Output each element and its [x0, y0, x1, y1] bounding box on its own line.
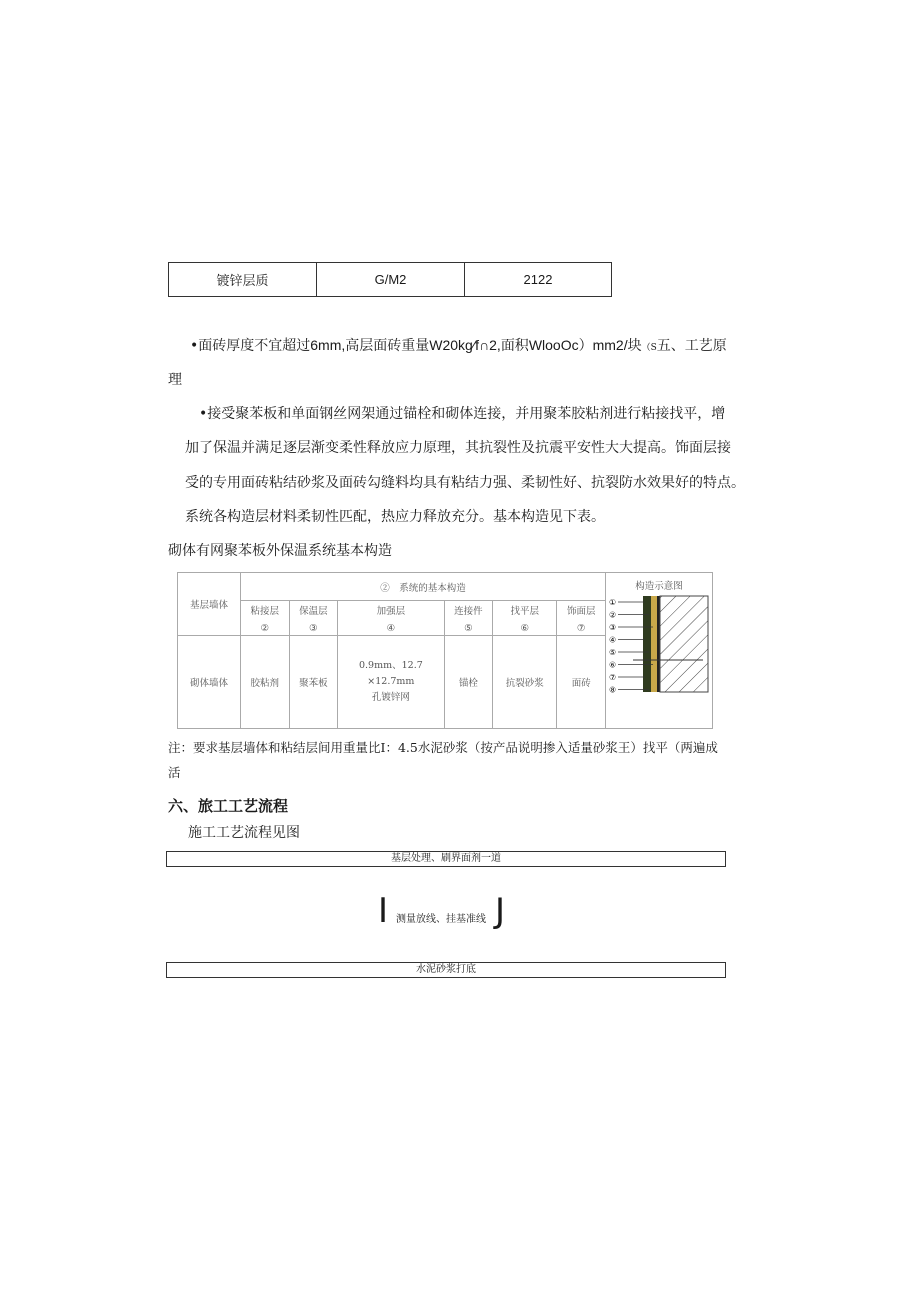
tile-spec-paragraph-cont: 理 [168, 372, 182, 388]
principle-line-2: 加了保温并满足逐层渐变柔性释放应力原理，其抗裂性及抗震平安性大大提高。饰面层接 [185, 440, 731, 456]
section-heading: 六、旅工工艺流程 [168, 797, 289, 815]
diagram-label: ② [609, 610, 617, 620]
masonry-wall [660, 596, 708, 692]
col-num: ④ [386, 622, 396, 634]
col-num: ⑥ [520, 622, 530, 634]
diagram-label: ⑤ [609, 648, 617, 657]
text-run: 6mm, [310, 337, 346, 353]
row-base-wall: 砌体墙体 [178, 636, 241, 729]
flow-right-bracket: J [495, 891, 506, 931]
diagram-label: ⑦ [609, 673, 617, 682]
system-header: ② 系统的基本构造 [241, 573, 606, 601]
col-name: 粘接层 [250, 605, 280, 617]
col-bonding [241, 601, 290, 636]
col-name: 加强层 [376, 605, 406, 617]
principle-line-1: •接受聚苯板和单面钢丝网架通过锚栓和砌体连接，并用聚苯胶粘剂进行粘接找平，增 [199, 406, 726, 422]
cell-anchor: 锚栓 [444, 636, 493, 729]
flow-intro: 施工工艺流程见图 [188, 825, 300, 841]
text-run: 面砖厚度不宜超过 [198, 338, 311, 354]
text-run: 高层面砖重量 [345, 338, 430, 354]
cell-eps-board: 聚苯板 [289, 636, 338, 729]
spec-table-row [168, 262, 612, 297]
col-insulation [289, 601, 338, 636]
cell-adhesive: 胶粘剂 [241, 636, 290, 729]
col-connector [444, 601, 493, 636]
col-name: 保温层 [299, 605, 328, 617]
base-wall-header: 基层墙体 [178, 573, 241, 636]
col-name: 连接件 [454, 605, 483, 617]
cell-mesh: 0.9mm、12.7 ×12.7mm 孔镀锌网 [338, 636, 445, 729]
col-num: ③ [309, 622, 318, 634]
text-run: 五、工艺原 [656, 338, 727, 354]
diagram-label: ③ [609, 623, 617, 632]
construction-diagram [607, 594, 711, 722]
table-caption: 砌体有网聚苯板外保温系统基本构造 [168, 543, 392, 559]
bullet: • [190, 338, 199, 354]
tile-spec-paragraph [190, 335, 727, 358]
col-reinforcement [338, 601, 445, 636]
diagram-label: ④ [609, 635, 617, 645]
flow-step-3: 水泥砂浆打底 [166, 962, 726, 978]
col-num: ⑦ [576, 622, 586, 634]
diagram-label: ⑥ [609, 660, 617, 670]
text-run: WlooOc）mm2/ [528, 337, 628, 353]
diagram-cell [606, 573, 713, 729]
flow-step-1: 基层处理、刷界面剂一道 [166, 851, 726, 867]
flow-step-2: 测量放线、挂基准线 [396, 914, 486, 925]
cell-crack-mortar: 抗裂砂浆 [493, 636, 557, 729]
mesh-layer [651, 596, 657, 692]
cell-tile: 面砖 [557, 636, 606, 729]
col-finish [557, 601, 606, 636]
spec-value-cell: 2122 [523, 272, 553, 287]
insulation-layer [643, 596, 651, 692]
text-run: W20kg∕f∩2, [429, 337, 501, 353]
construction-table [177, 572, 713, 729]
col-name: 找平层 [510, 605, 540, 617]
col-num: ⑤ [464, 622, 473, 634]
text-run: 面积 [500, 338, 529, 354]
spec-name-cell: 镀锌层质 [169, 263, 317, 296]
col-num: ② [260, 622, 270, 634]
text-run: 块 [627, 338, 642, 354]
note-line-1: 注：要求基层墙体和粘结层间用重量比Ⅰ：4.5水泥砂浆（按产品说明掺入适量砂浆王）找平（两遍成 [168, 740, 718, 755]
diagram-label: ⑧ [609, 685, 617, 695]
diagram-header: 构造示意图 [635, 581, 683, 592]
col-leveling [493, 601, 557, 636]
diagram-label: ① [609, 598, 617, 607]
text-run: （S [641, 343, 657, 353]
principle-line-4: 系统各构造层材料柔韧性匹配，热应力释放充分。基本构造见下表。 [185, 509, 605, 525]
col-name: 饰面层 [566, 605, 596, 617]
principle-line-3: 受的专用面砖粘结砂浆及面砖勾缝料均具有粘结力强、柔韧性好、抗裂防水效果好的特点。 [185, 475, 745, 491]
note-line-2: 活 [168, 765, 181, 780]
flow-left-bracket: I [378, 891, 389, 931]
spec-unit-cell: G/M2 [317, 263, 465, 296]
